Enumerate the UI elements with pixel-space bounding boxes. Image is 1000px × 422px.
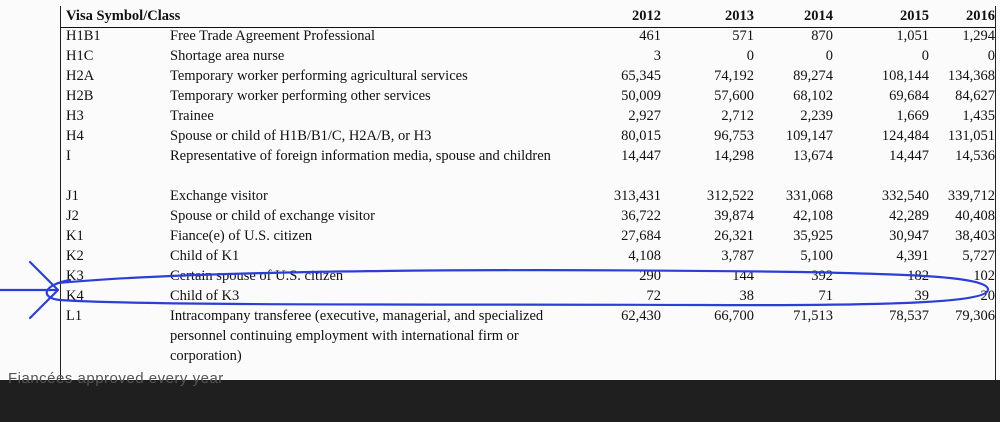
table-row [60,226,995,246]
visa-symbol: L1 [66,308,83,324]
visa-class-description: Spouse or child of H1B/B1/C, H2A/B, or H3 [170,128,432,144]
value-cell: 392 [811,268,833,284]
visa-class-description: Intracompany transferee (executive, managerial, and specialized personnel continuing employment with international firm or corporation) [170,308,544,364]
visa-class-description: Certain spouse of U.S. citizen [170,268,344,284]
value-cell: 96,753 [714,128,754,144]
value-cell: 461 [639,28,661,44]
value-cell: 66,700 [714,308,754,324]
value-cell: 69,684 [889,88,929,104]
value-cell: 870 [811,28,833,44]
annotation-arrow [30,262,58,318]
value-cell: 2,927 [628,108,661,124]
value-cell: 3,787 [721,248,754,264]
value-cell: 182 [907,268,929,284]
value-cell: 1,294 [962,28,995,44]
value-cell: 102 [973,268,995,284]
value-cell: 68,102 [793,88,833,104]
value-cell: 72 [646,288,661,304]
value-cell: 0 [825,48,833,64]
header-symbol: Visa Symbol/Class [66,8,181,24]
visa-symbol: H1B1 [66,28,101,44]
visa-symbol: K3 [66,268,84,284]
table-row [60,26,995,46]
value-cell: 71 [818,288,833,304]
visa-class-description: Temporary worker performing other services [170,88,431,104]
value-cell: 26,321 [714,228,754,244]
value-cell: 4,391 [896,248,929,264]
visa-symbol: H3 [66,108,84,124]
value-cell: 571 [732,28,754,44]
value-cell: 78,537 [889,308,929,324]
value-cell: 2,712 [721,108,754,124]
value-cell: 38,403 [955,228,995,244]
value-cell: 39,874 [714,208,754,224]
value-cell: 62,430 [621,308,661,324]
value-cell: 331,068 [785,188,833,204]
value-cell: 13,674 [793,148,833,164]
value-cell: 1,051 [896,28,929,44]
visa-symbol: H1C [66,48,94,64]
table-row [60,146,995,166]
value-cell: 124,484 [881,128,929,144]
visa-class-description: Trainee [170,108,214,124]
visa-symbol: H2A [66,68,95,84]
table-header-row [60,6,995,26]
table-row [60,246,995,266]
header-year: 2015 [900,8,929,24]
value-cell: 65,345 [621,68,661,84]
value-cell: 36,722 [621,208,661,224]
value-cell: 14,447 [889,148,929,164]
value-cell: 109,147 [785,128,833,144]
value-cell: 57,600 [714,88,754,104]
visa-symbol: K2 [66,248,84,264]
value-cell: 1,669 [896,108,929,124]
visa-class-description: Fiance(e) of U.S. citizen [170,228,313,244]
visa-symbol: K1 [66,228,84,244]
value-cell: 0 [987,48,995,64]
value-cell: 108,144 [881,68,929,84]
value-cell: 290 [639,268,661,284]
visa-class-description: Child of K1 [170,248,240,264]
header-year: 2014 [804,8,833,24]
table-row [60,286,995,306]
visa-symbol: H2B [66,88,94,104]
table-right-border [995,6,996,380]
visa-class-description: Temporary worker performing agricultural services [170,68,468,84]
value-cell: 14,536 [955,148,995,164]
value-cell: 27,684 [621,228,661,244]
value-cell: 313,431 [613,188,661,204]
value-cell: 71,513 [793,308,833,324]
table-row [60,66,995,86]
value-cell: 5,727 [962,248,995,264]
value-cell: 14,298 [714,148,754,164]
value-cell: 1,435 [962,108,995,124]
value-cell: 0 [746,48,754,64]
value-cell: 74,192 [714,68,754,84]
visa-symbol: I [66,148,71,164]
value-cell: 2,239 [800,108,833,124]
value-cell: 332,540 [881,188,929,204]
visa-class-description: Representative of foreign information media, spouse and children [170,148,551,164]
visa-symbol: J1 [66,188,79,204]
table-row [60,206,995,226]
overlay-caption: Fiancées approved every year [8,370,224,387]
value-cell: 3 [653,48,661,64]
value-cell: 339,712 [947,188,995,204]
value-cell: 20 [980,288,995,304]
table-row [60,266,995,286]
value-cell: 84,627 [955,88,995,104]
table-row [60,306,995,364]
table-row [60,126,995,146]
value-cell: 80,015 [621,128,661,144]
visa-class-description: Exchange visitor [170,188,268,204]
value-cell: 30,947 [889,228,929,244]
value-cell: 40,408 [955,208,995,224]
value-cell: 0 [921,48,929,64]
header-year: 2012 [632,8,661,24]
header-year: 2016 [966,8,995,24]
value-cell: 5,100 [800,248,833,264]
value-cell: 42,289 [889,208,929,224]
value-cell: 39 [914,288,929,304]
value-cell: 144 [732,268,754,284]
value-cell: 38 [739,288,754,304]
visa-symbol: K4 [66,288,84,304]
value-cell: 79,306 [955,308,995,324]
visa-class-description: Free Trade Agreement Professional [170,28,375,44]
value-cell: 134,368 [947,68,995,84]
value-cell: 35,925 [793,228,833,244]
visa-class-description: Shortage area nurse [170,48,285,64]
table-row [60,86,995,106]
visa-class-description: Child of K3 [170,288,240,304]
table-row [60,46,995,66]
visa-symbol: H4 [66,128,84,144]
value-cell: 89,274 [793,68,833,84]
value-cell: 312,522 [706,188,754,204]
table-row [60,186,995,206]
value-cell: 50,009 [621,88,661,104]
table-row [60,106,995,126]
value-cell: 42,108 [793,208,833,224]
value-cell: 4,108 [628,248,661,264]
value-cell: 131,051 [947,128,995,144]
visa-symbol: J2 [66,208,79,224]
value-cell: 14,447 [621,148,661,164]
visa-class-description: Spouse or child of exchange visitor [170,208,375,224]
header-year: 2013 [725,8,754,24]
